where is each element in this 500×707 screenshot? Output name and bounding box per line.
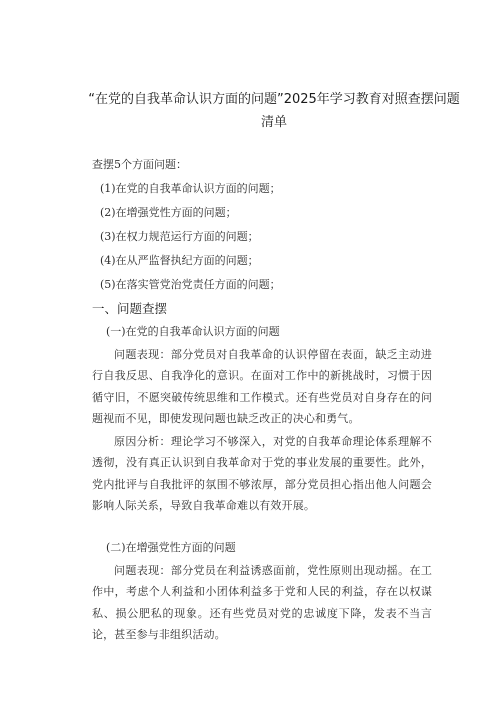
subsection-heading-1: (一)在党的自我革命认识方面的问题 xyxy=(106,325,280,338)
paragraph-problem-1: 问题表现：部分党员对自我革命的认识停留在表面，缺乏主动进行自我反思、自我净化的意识。在面对工作中的新挑战时，习惯于因循守旧，不愿突破传统思维和工作模式。还有些党员对自身存在的问题视而不见，即使发现问题也缺乏改正的决心和勇气。 xyxy=(92,348,432,426)
paragraph-problem-2: 问题表现：部分党员在利益诱惑面前，党性原则出现动摇。在工作中，考虑个人利益和小团体利益多于党和人民的利益，存在以权谋私、损公肥私的现象。还有些党员对党的忠诚度下降，发表不当言论，甚至参与非组织活动。 xyxy=(92,564,432,642)
issue-list-item-4: (4)在从严监督执纪方面的问题； xyxy=(100,254,259,267)
issue-list-item-5: (5)在落实管党治党责任方面的问题； xyxy=(100,278,281,291)
subsection-heading-2: (二)在增强党性方面的问题 xyxy=(106,541,236,554)
issue-list-item-3: (3)在权力规范运行方面的问题； xyxy=(100,230,259,243)
document-title: “在党的自我革命认识方面的问题”2025年学习教育对照查摆问题清单 xyxy=(88,92,460,130)
intro-text: 查摆5个方面问题： xyxy=(92,158,187,171)
issue-list-item-2: (2)在增强党性方面的问题； xyxy=(100,206,237,219)
issue-list-item-1: (1)在党的自我革命认识方面的问题； xyxy=(100,182,281,195)
section-heading: 一、问题查摆 xyxy=(92,301,168,316)
paragraph-cause-1: 原因分析：理论学习不够深入，对党的自我革命理论体系理解不透彻，没有真正认识到自我革命对于党的事业发展的重要性。此外，党内批评与自我批评的氛围不够浓厚，部分党员担心指出他人问题会影响人际关系，导致自我革命难以有效开展。 xyxy=(92,435,432,513)
